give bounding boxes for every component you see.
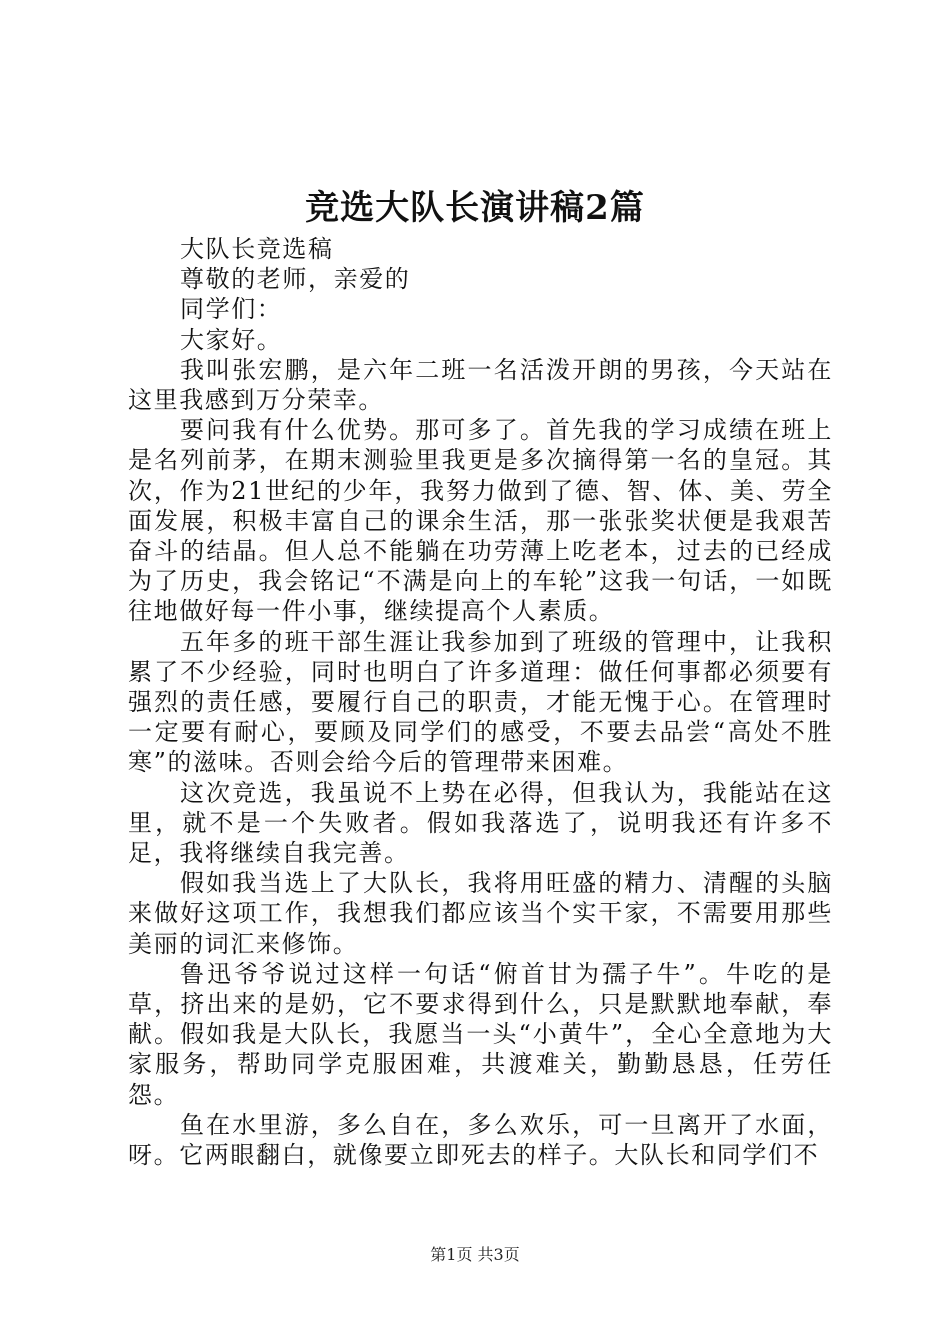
paragraph: 大队长竞选稿	[180, 235, 334, 263]
paragraph: 我叫张宏鹏，是六年二班一名活泼开朗的男孩，今天站在这里我感到万分荣幸。	[128, 355, 833, 415]
paragraph: 鱼在水里游，多么自在，多么欢乐，可一旦离开了水面，呀。它两眼翻白，就像要立即死去的样子。大队长和同学们不	[128, 1110, 833, 1170]
paragraph: 同学们：	[180, 295, 283, 324]
paragraph: 要问我有什么优势。那可多了。首先我的学习成绩在班上是名列前茅，在期末测验里我更是多次摘得第一名的皇冠。其次，作为21世纪的少年，我努力做到了德、智、体、美、劳全面发展，积极丰富自己的课余生活，那一张张奖状便是我艰苦奋斗的结晶。但人总不能躺在功劳薄上吃老本，过去的已经成为了历史，我会铭记“不满是向上的车轮”这我一句话，一如既往地做好每一件小事，继续提高个人素质。	[128, 416, 833, 626]
document-title: 竞选大队长演讲稿2篇	[305, 188, 645, 228]
page-number-footer: 第1页 共3页	[430, 1245, 520, 1264]
paragraph: 这次竞选，我虽说不上势在必得，但我认为，我能站在这里，就不是一个失败者。假如我落选了，说明我还有许多不足，我将继续自我完善。	[128, 778, 833, 868]
document-body	[128, 234, 833, 1170]
paragraph: 假如我当选上了大队长，我将用旺盛的精力、清醒的头脑来做好这项工作，我想我们都应该当个实干家，不需要用那些美丽的词汇来修饰。	[128, 869, 833, 958]
paragraph: 鲁迅爷爷说过这样一句话“俯首甘为孺子牛”。牛吃的是草，挤出来的是奶，它不要求得到什么，只是默默地奉献，奉献。假如我是大队长，我愿当一头“小黄牛”，全心全意地为大家服务，帮助同学克服困难，共渡难关，勤勤恳恳，任劳任怨。	[128, 959, 833, 1109]
paragraph: 五年多的班干部生涯让我参加到了班级的管理中，让我积累了不少经验，同时也明白了许多道理：做任何事都必须要有强烈的责任感，要履行自己的职责，才能无愧于心。在管理时一定要有耐心，要顾及同学们的感受，不要去品尝“高处不胜寒”的滋味。否则会给今后的管理带来困难。	[128, 627, 833, 777]
paragraph: 尊敬的老师，亲爱的	[180, 265, 411, 294]
paragraph: 大家好。	[180, 325, 283, 354]
